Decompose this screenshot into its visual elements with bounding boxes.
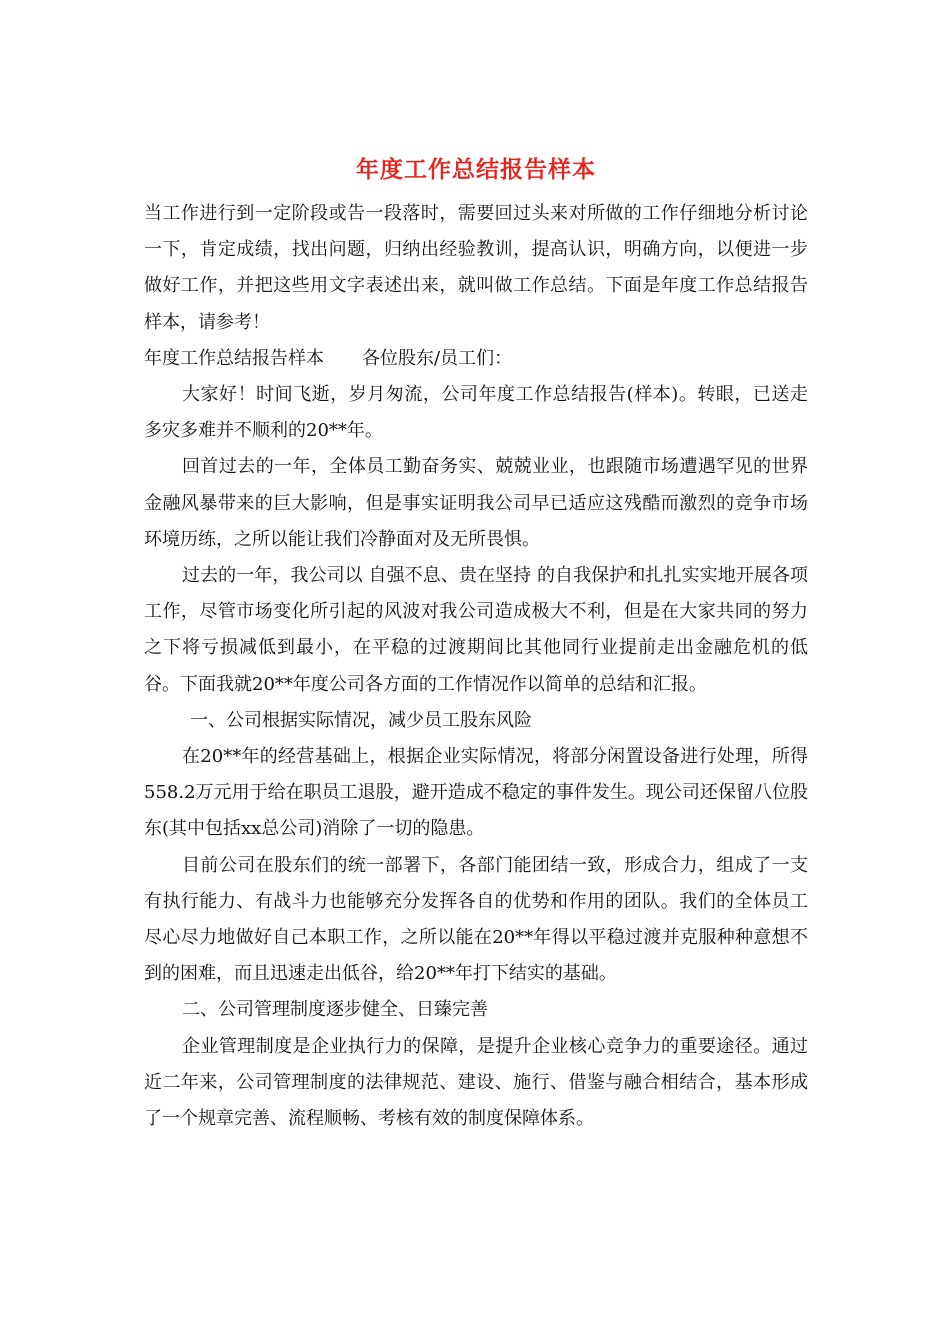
document-title: 年度工作总结报告样本 [356, 156, 596, 183]
body-paragraph: 大家好！时间飞逝，岁月匆流，公司年度工作总结报告(样本)。转眼，已送走多灾多难并不顺利的20**年。 [144, 384, 808, 442]
section-heading: 一、公司根据实际情况，减少员工股东风险 [190, 709, 532, 731]
body-paragraph: 回首过去的一年，全体员工勤奋务实、兢兢业业，也跟随市场遭遇罕见的世界金融风暴带来的巨大影响，但是事实证明我公司早已适应这残酷而激烈的竞争市场环境历练，之所以能让我们冷静面对及无所畏惧。 [144, 456, 808, 550]
body-paragraph: 过去的一年，我公司以 自强不息、贵在坚持 的自我保护和扎扎实实地开展各项工作，尽管市场变化所引起的风波对我公司造成极大不利，但是在大家共同的努力之下将亏损减低到最小，在平稳的过渡期间比其他同行业提前走出金融危机的低谷。下面我就20**年度公司各方面的工作情况作以简单的总结和汇报。 [144, 565, 808, 695]
subtitle-line [144, 341, 808, 377]
body-paragraph: 在20**年的经营基础上，根据企业实际情况，将部分闲置设备进行处理，所得558.2万元用于给在职员工退股，避开造成不稳定的事件发生。现公司还保留八位股东(其中包括xx总公司)消除了一切的隐患。 [144, 746, 808, 840]
document-page [144, 150, 808, 1137]
subtitle: 年度工作总结报告样本 [144, 347, 324, 369]
body-paragraph: 目前公司在股东们的统一部署下，各部门能团结一致，形成合力，组成了一支有执行能力、有战斗力也能够充分发挥各自的优势和作用的团队。我们的全体员工尽心尽力地做好自己本职工作，之所以能在20**年得以平稳过渡并克服种种意想不到的困难，而且迅速走出低谷，给20**年打下结实的基础。 [144, 854, 808, 985]
section-heading: 二、公司管理制度逐步健全、日臻完善 [182, 999, 488, 1021]
body-paragraph: 企业管理制度是企业执行力的保障，是提升企业核心竞争力的重要途径。通过近二年来，公司管理制度的法律规范、建设、施行、借鉴与融合相结合，基本形成了一个规章完善、流程顺畅、考核有效的制度保障体系。 [144, 1035, 808, 1130]
intro-paragraph: 当工作进行到一定阶段或告一段落时，需要回过头来对所做的工作仔细地分析讨论一下，肯定成绩，找出问题，归纳出经验教训，提高认识，明确方向，以便进一步做好工作，并把这些用文字表述出来，就叫做工作总结。下面是年度工作总结报告样本，请参考！ [144, 203, 808, 333]
salutation: 各位股东/员工们： [362, 347, 513, 369]
